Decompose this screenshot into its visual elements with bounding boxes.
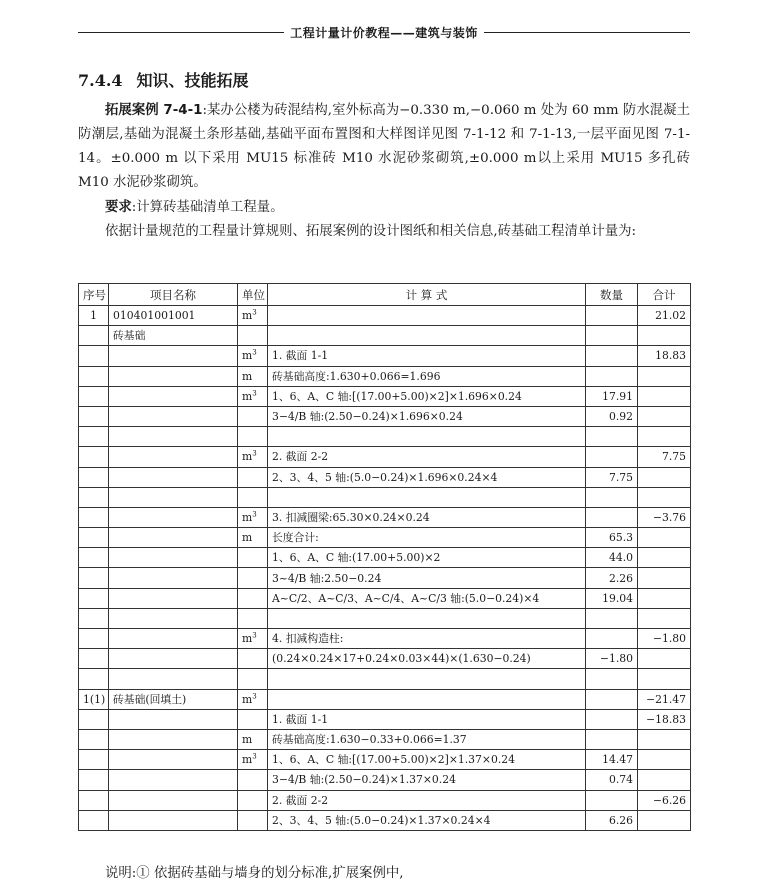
table-row: [79, 548, 691, 568]
cell-qty: 44.0: [586, 548, 638, 568]
table-row: [79, 709, 691, 729]
cell-unit: [238, 588, 268, 608]
cell-total: −21.47: [638, 689, 691, 709]
unit-exponent: 3: [252, 631, 257, 640]
running-title: 工程计量计价教程——建筑与装饰: [290, 25, 478, 40]
cell-seq: [79, 709, 109, 729]
cell-name: 砖基础: [109, 326, 238, 346]
cell-seq: [79, 669, 109, 689]
cell-name: [109, 366, 238, 386]
table-body: [79, 306, 691, 831]
header-total: 合计: [638, 284, 691, 306]
cell-qty: 0.74: [586, 770, 638, 790]
cell-total: [638, 548, 691, 568]
case-paragraph: [78, 99, 690, 195]
cell-qty: [586, 709, 638, 729]
cell-formula: [268, 689, 586, 709]
cell-seq: [79, 386, 109, 406]
cell-total: [638, 427, 691, 447]
table-row: [79, 669, 691, 689]
cell-total: 18.83: [638, 346, 691, 366]
table-row: [79, 608, 691, 628]
cell-unit: [238, 669, 268, 689]
cell-name: [109, 709, 238, 729]
cell-unit: m: [238, 366, 268, 386]
cell-total: [638, 729, 691, 749]
case-label: 拓展案例 7-4-1: [105, 103, 203, 118]
cell-formula: [268, 669, 586, 689]
cell-unit: $m^3$: [238, 689, 268, 709]
table-row: [79, 427, 691, 447]
cell-unit: m: [238, 729, 268, 749]
cell-formula: 2、3、4、5 轴:(5.0−0.24)×1.37×0.24×4: [268, 810, 586, 830]
cell-seq: [79, 528, 109, 548]
cell-qty: [586, 689, 638, 709]
cell-formula: 1、6、A、C 轴:(17.00+5.00)×2: [268, 548, 586, 568]
cell-formula: 1. 截面 1-1: [268, 709, 586, 729]
cell-total: −3.76: [638, 507, 691, 527]
cell-unit: [238, 810, 268, 830]
cell-formula: [268, 427, 586, 447]
cell-seq: [79, 608, 109, 628]
cell-seq: [79, 588, 109, 608]
basis-paragraph: 依据计量规范的工程量计算规则、拓展案例的设计图纸和相关信息,砖基础工程清单计量为:: [105, 224, 636, 239]
requirement-text: :计算砖基础清单工程量。: [131, 200, 284, 215]
cell-formula: [268, 608, 586, 628]
header-unit: 单位: [238, 284, 268, 306]
cell-seq: [79, 548, 109, 568]
cell-seq: [79, 467, 109, 487]
requirement-label: 要求: [105, 200, 132, 215]
cell-formula: 3−4/B 轴:(2.50−0.24)×1.696×0.24: [268, 406, 586, 426]
cell-total: [638, 810, 691, 830]
cell-name: [109, 427, 238, 447]
cell-qty: 0.92: [586, 406, 638, 426]
cell-total: [638, 588, 691, 608]
cell-total: [638, 326, 691, 346]
cell-unit: [238, 467, 268, 487]
cell-unit: $m^3$: [238, 346, 268, 366]
quantity-calculation-table: [78, 283, 691, 831]
unit-exponent: 3: [252, 449, 257, 458]
cell-formula: 3. 扣减圈梁:65.30×0.24×0.24: [268, 507, 586, 527]
cell-qty: 65.3: [586, 528, 638, 548]
running-header: [78, 22, 690, 42]
cell-total: [638, 770, 691, 790]
cell-seq: [79, 447, 109, 467]
cell-formula: [268, 306, 586, 326]
table-row: [79, 467, 691, 487]
cell-seq: [79, 729, 109, 749]
cell-unit: $m^3$: [238, 386, 268, 406]
cell-qty: −1.80: [586, 649, 638, 669]
cell-unit: [238, 487, 268, 507]
cell-total: 21.02: [638, 306, 691, 326]
cell-formula: [268, 487, 586, 507]
cell-total: [638, 406, 691, 426]
cell-name: [109, 548, 238, 568]
cell-name: [109, 669, 238, 689]
cell-unit: [238, 548, 268, 568]
cell-total: [638, 467, 691, 487]
cell-formula: 1、6、A、C 轴:[(17.00+5.00)×2]×1.37×0.24: [268, 750, 586, 770]
cell-seq: 1: [79, 306, 109, 326]
cell-formula: 砖基础高度:1.630+0.066=1.696: [268, 366, 586, 386]
cell-unit: [238, 568, 268, 588]
table-row: [79, 729, 691, 749]
header-seq: 序号: [79, 284, 109, 306]
cell-formula: 3−4/B 轴:(2.50−0.24)×1.37×0.24: [268, 770, 586, 790]
cell-qty: [586, 790, 638, 810]
case-text: :某办公楼为砖混结构,室外标高为−0.330 m,−0.060 m 处为 60 mm 防水混凝土防潮层,基础为混凝土条形基础,基础平面布置图和大样图详见图 7-1-12 和 7-1-13,一层平面见图 7-1-14。±0.000 m 以下采用 MU15 标准砖 M10 水泥砂浆砌筑,±0.000 m以上采用 MU15 多孔砖 M10 水泥砂浆砌筑。: [78, 103, 690, 190]
cell-total: 7.75: [638, 447, 691, 467]
cell-name: [109, 447, 238, 467]
section-heading: [78, 68, 249, 91]
cell-total: −6.26: [638, 790, 691, 810]
table-row: [79, 750, 691, 770]
cell-name: [109, 810, 238, 830]
cell-formula: 长度合计:: [268, 528, 586, 548]
cell-name: [109, 467, 238, 487]
cell-name: 010401001001: [109, 306, 238, 326]
cell-total: [638, 669, 691, 689]
cell-qty: [586, 447, 638, 467]
section-number: 7.4.4: [78, 71, 123, 90]
cell-unit: $m^3$: [238, 447, 268, 467]
cell-unit: [238, 709, 268, 729]
cell-total: −18.83: [638, 709, 691, 729]
cell-formula: 砖基础高度:1.630−0.33+0.066=1.37: [268, 729, 586, 749]
table-row: [79, 568, 691, 588]
table-header-row: [79, 284, 691, 306]
unit-exponent: 3: [252, 389, 257, 398]
cell-qty: 17.91: [586, 386, 638, 406]
cell-seq: [79, 507, 109, 527]
table-row: [79, 326, 691, 346]
cell-unit: [238, 326, 268, 346]
table-row: [79, 790, 691, 810]
cell-total: [638, 366, 691, 386]
cell-total: [638, 528, 691, 548]
table-row: [79, 649, 691, 669]
table-row: [79, 406, 691, 426]
cell-formula: 2. 截面 2-2: [268, 790, 586, 810]
cell-seq: [79, 790, 109, 810]
cell-formula: 2. 截面 2-2: [268, 447, 586, 467]
cell-qty: [586, 629, 638, 649]
cell-formula: 3~4/B 轴:2.50−0.24: [268, 568, 586, 588]
cell-name: [109, 750, 238, 770]
cell-unit: m: [238, 528, 268, 548]
cell-total: [638, 608, 691, 628]
cell-name: [109, 568, 238, 588]
cell-qty: [586, 326, 638, 346]
cell-name: [109, 406, 238, 426]
table-row: [79, 447, 691, 467]
cell-formula: 1. 截面 1-1: [268, 346, 586, 366]
table-row: [79, 629, 691, 649]
header-formula: 计 算 式: [268, 284, 586, 306]
cell-name: [109, 507, 238, 527]
cell-qty: [586, 366, 638, 386]
header-qty: 数量: [586, 284, 638, 306]
cell-qty: 19.04: [586, 588, 638, 608]
table-row: [79, 588, 691, 608]
cell-seq: [79, 629, 109, 649]
cell-qty: [586, 346, 638, 366]
cell-qty: [586, 306, 638, 326]
cell-seq: [79, 770, 109, 790]
table-row: [79, 507, 691, 527]
cell-formula: 2、3、4、5 轴:(5.0−0.24)×1.696×0.24×4: [268, 467, 586, 487]
cell-total: −1.80: [638, 629, 691, 649]
unit-exponent: 3: [252, 348, 257, 357]
cell-seq: [79, 487, 109, 507]
cell-qty: [586, 729, 638, 749]
cell-qty: [586, 487, 638, 507]
cell-qty: 6.26: [586, 810, 638, 830]
cell-qty: 14.47: [586, 750, 638, 770]
unit-exponent: 3: [252, 308, 257, 317]
cell-name: [109, 729, 238, 749]
cell-name: [109, 588, 238, 608]
cell-unit: [238, 649, 268, 669]
cell-name: 砖基础(回填土): [109, 689, 238, 709]
cell-formula: [268, 326, 586, 346]
cell-total: [638, 386, 691, 406]
cell-unit: [238, 608, 268, 628]
cell-total: [638, 649, 691, 669]
cell-unit: $m^3$: [238, 629, 268, 649]
header-rule-right: [484, 32, 690, 33]
cell-formula: 1、6、A、C 轴:[(17.00+5.00)×2]×1.696×0.24: [268, 386, 586, 406]
cell-seq: [79, 649, 109, 669]
cell-name: [109, 346, 238, 366]
cell-seq: [79, 406, 109, 426]
cell-seq: [79, 750, 109, 770]
cell-name: [109, 386, 238, 406]
cell-total: [638, 487, 691, 507]
cell-qty: [586, 669, 638, 689]
table-row: [79, 528, 691, 548]
cell-unit: $m^3$: [238, 507, 268, 527]
table-row: [79, 810, 691, 830]
cell-unit: [238, 427, 268, 447]
cell-seq: [79, 568, 109, 588]
cell-name: [109, 608, 238, 628]
table-row: [79, 386, 691, 406]
cell-unit: [238, 790, 268, 810]
cell-qty: 2.26: [586, 568, 638, 588]
cell-name: [109, 629, 238, 649]
cell-unit: $m^3$: [238, 750, 268, 770]
cell-formula: (0.24×0.24×17+0.24×0.03×44)×(1.630−0.24): [268, 649, 586, 669]
cell-seq: [79, 810, 109, 830]
cell-qty: 7.75: [586, 467, 638, 487]
cell-seq: [79, 346, 109, 366]
cell-seq: [79, 326, 109, 346]
cell-total: [638, 750, 691, 770]
table-row: [79, 487, 691, 507]
cell-name: [109, 770, 238, 790]
cell-qty: [586, 427, 638, 447]
cell-formula: 4. 扣减构造柱:: [268, 629, 586, 649]
cell-name: [109, 528, 238, 548]
cell-total: [638, 568, 691, 588]
unit-exponent: 3: [252, 752, 257, 761]
cell-unit: [238, 406, 268, 426]
table-row: [79, 306, 691, 326]
cell-qty: [586, 608, 638, 628]
table-row: [79, 689, 691, 709]
cell-name: [109, 487, 238, 507]
cell-formula: A~C/2、A~C/3、A~C/4、A~C/3 轴:(5.0−0.24)×4: [268, 588, 586, 608]
cell-unit: [238, 770, 268, 790]
cell-name: [109, 790, 238, 810]
unit-exponent: 3: [252, 692, 257, 701]
table-row: [79, 366, 691, 386]
cell-name: [109, 649, 238, 669]
requirement-paragraph: [78, 196, 690, 220]
cell-seq: [79, 427, 109, 447]
table-row: [79, 346, 691, 366]
header-rule-left: [78, 32, 284, 33]
cell-unit: $m^3$: [238, 306, 268, 326]
note-paragraph: 说明:① 依据砖基础与墙身的划分标准,扩展案例中,: [105, 866, 404, 881]
cell-seq: 1(1): [79, 689, 109, 709]
cell-seq: [79, 366, 109, 386]
section-title: 知识、技能拓展: [136, 71, 249, 90]
cell-qty: [586, 507, 638, 527]
table-row: [79, 770, 691, 790]
unit-exponent: 3: [252, 510, 257, 519]
header-name: 项目名称: [109, 284, 238, 306]
